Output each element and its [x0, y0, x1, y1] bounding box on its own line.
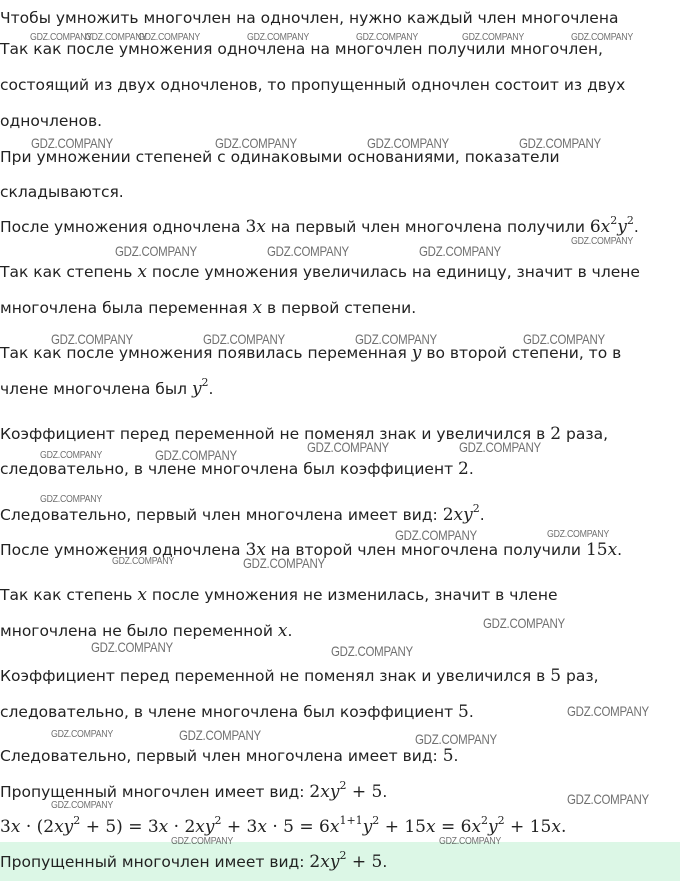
- math-expression: x: [137, 585, 147, 605]
- answer-line: Пропущенный многочлен имеет вид: $2xy^2 + 5$.: [0, 849, 388, 872]
- watermark: GDZ.COMPANY: [40, 494, 102, 505]
- text-line: Коэффициент перед переменной не поменял знак и увеличился в 5 раз,: [0, 666, 599, 686]
- watermark: GDZ.COMPANY: [179, 727, 261, 743]
- math-expression: 2: [458, 459, 469, 479]
- watermark: GDZ.COMPANY: [215, 135, 297, 151]
- watermark: GDZ.COMPANY: [459, 439, 541, 455]
- watermark: GDZ.COMPANY: [356, 32, 418, 43]
- watermark: GDZ.COMPANY: [331, 643, 413, 659]
- math-expression: 5: [442, 746, 454, 766]
- watermark: GDZ.COMPANY: [115, 243, 197, 259]
- watermark: GDZ.COMPANY: [355, 331, 437, 347]
- watermark: GDZ.COMPANY: [419, 243, 501, 259]
- watermark: GDZ.COMPANY: [567, 791, 649, 807]
- text-line: Следовательно, первый член многочлена имеет вид: 5.: [0, 746, 459, 766]
- math-expression: x: [252, 298, 263, 318]
- watermark: GDZ.COMPANY: [91, 639, 173, 655]
- watermark: GDZ.COMPANY: [40, 450, 102, 461]
- text-line: складываются.: [0, 183, 124, 201]
- math-expression: $2xy^2 + 5$: [309, 849, 383, 872]
- watermark: GDZ.COMPANY: [571, 32, 633, 43]
- math-equation: $3x \cdot (2xy^2 + 5) = 3x \cdot 2xy^2 + 3x \cdot 5 = 6x^{1+1}y^2 + 15x = 6x^2y^2 + 15x$.: [0, 814, 567, 837]
- text-line: члене многочлена был $y^2$.: [0, 376, 214, 399]
- watermark: GDZ.COMPANY: [547, 529, 609, 540]
- text-line: многочлена не было переменной x.: [0, 621, 293, 641]
- watermark: GDZ.COMPANY: [519, 135, 601, 151]
- watermark: GDZ.COMPANY: [51, 729, 113, 740]
- math-expression: y: [411, 343, 422, 363]
- text-line: многочлена была переменная x в первой степени.: [0, 298, 417, 318]
- watermark: GDZ.COMPANY: [51, 331, 133, 347]
- watermark: GDZ.COMPANY: [267, 243, 349, 259]
- text-line: одночленов.: [0, 112, 103, 130]
- watermark: GDZ.COMPANY: [439, 836, 501, 847]
- math-expression: 2: [550, 424, 562, 444]
- watermark: GDZ.COMPANY: [247, 32, 309, 43]
- text-line: Пропущенный многочлен имеет вид: $2xy^2 + 5$.: [0, 779, 388, 802]
- equation-line: [0, 816, 680, 838]
- math-expression: 5: [550, 666, 562, 686]
- watermark: GDZ.COMPANY: [462, 32, 524, 43]
- text-line: Так как степень x после умножения не изменилась, значит в члене: [0, 585, 558, 605]
- watermark: GDZ.COMPANY: [203, 331, 285, 347]
- watermark: GDZ.COMPANY: [523, 331, 605, 347]
- watermark: GDZ.COMPANY: [567, 703, 649, 719]
- watermark: GDZ.COMPANY: [155, 447, 237, 463]
- math-expression: 15x: [585, 540, 618, 560]
- math-expression: $2xy^2$: [442, 502, 480, 525]
- math-expression: 5: [458, 702, 469, 722]
- watermark: GDZ.COMPANY: [243, 555, 325, 571]
- text-line: При умножении степеней с одинаковыми основаниями, показатели: [0, 148, 560, 166]
- math-expression: 3x: [245, 217, 266, 237]
- watermark: GDZ.COMPANY: [415, 731, 497, 747]
- text-line: Чтобы умножить многочлен на одночлен, нужно каждый член многочлена: [0, 9, 619, 27]
- text-line: Так как после умножения появилась переменная y во второй степени, то в: [0, 343, 622, 363]
- text-line: После умножения одночлена 3x на первый член многочлена получили $6x^2y^2$.: [0, 214, 639, 237]
- text-line: Коэффициент перед переменной не поменял знак и увеличился в 2 раза,: [0, 424, 609, 444]
- watermark: GDZ.COMPANY: [171, 836, 233, 847]
- math-expression: $y^2$: [191, 376, 209, 399]
- watermark: GDZ.COMPANY: [367, 135, 449, 151]
- text-line: следовательно, в члене многочлена был коэффициент 2.: [0, 459, 474, 479]
- text-line: Следовательно, первый член многочлена имеет вид: $2xy^2$.: [0, 502, 485, 525]
- text-line: состоящий из двух одночленов, то пропущенный одночлен состоит из двух: [0, 76, 626, 94]
- text-line: следовательно, в члене многочлена был коэффициент 5.: [0, 702, 474, 722]
- watermark: GDZ.COMPANY: [307, 439, 389, 455]
- watermark: GDZ.COMPANY: [483, 615, 565, 631]
- text-line: Так как после умножения одночлена на многочлен получили многочлен,: [0, 40, 603, 58]
- watermark: GDZ.COMPANY: [31, 135, 113, 151]
- watermark: GDZ.COMPANY: [112, 556, 174, 567]
- watermark: GDZ.COMPANY: [85, 32, 147, 43]
- watermark: GDZ.COMPANY: [395, 527, 477, 543]
- math-expression: $6x^2y^2$: [589, 214, 634, 237]
- watermark: GDZ.COMPANY: [571, 236, 633, 247]
- math-expression: x: [137, 262, 147, 282]
- text-line: Так как степень x после умножения увеличилась на единицу, значит в члене: [0, 262, 640, 282]
- text-line: После умножения одночлена 3x на второй член многочлена получили 15x.: [0, 540, 623, 560]
- watermark: GDZ.COMPANY: [51, 800, 113, 811]
- math-expression: x: [277, 621, 288, 641]
- watermark: GDZ.COMPANY: [30, 32, 92, 43]
- watermark: GDZ.COMPANY: [138, 32, 200, 43]
- math-expression: 3x: [245, 540, 266, 560]
- math-expression: $2xy^2 + 5$: [309, 779, 383, 802]
